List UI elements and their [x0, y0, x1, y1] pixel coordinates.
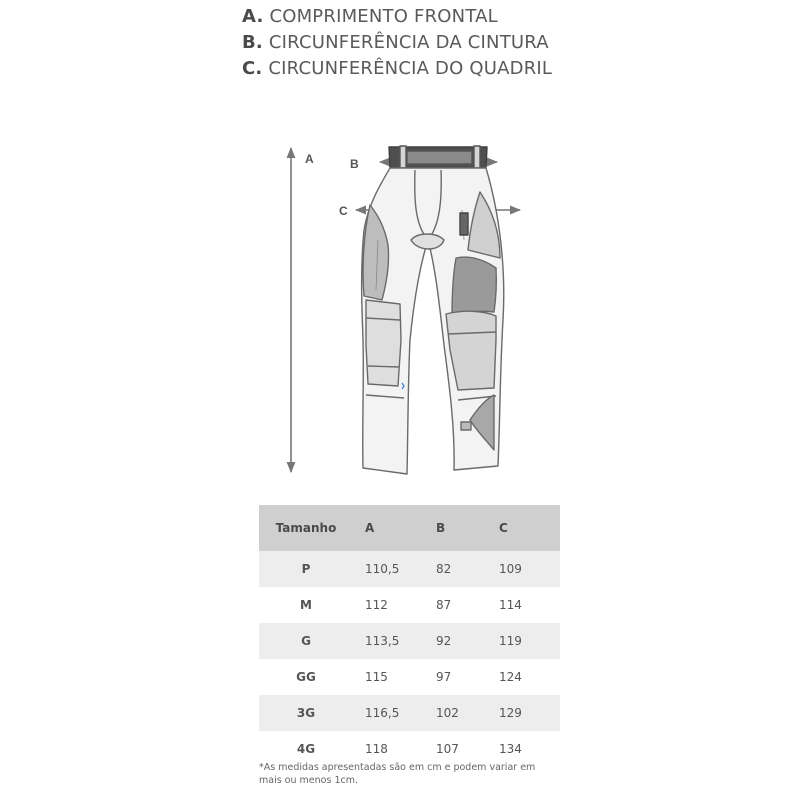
cell-c: 134 — [499, 742, 522, 756]
cell-size: G — [259, 623, 353, 659]
table-row — [259, 623, 560, 659]
label-a: A — [305, 152, 314, 166]
cell-b: 97 — [436, 670, 452, 684]
cell-size: 3G — [259, 695, 353, 731]
footnote — [259, 761, 559, 787]
table-row — [259, 695, 560, 731]
cell-c: 119 — [495, 623, 560, 659]
legend-b: B. CIRCUNFERÊNCIA DA CINTURA — [242, 32, 549, 53]
cell-size: 4G — [296, 742, 316, 756]
legend-c: C. CIRCUNFERÊNCIA DO QUADRIL — [242, 58, 553, 79]
footnote-line-2: mais ou menos 1cm. — [259, 775, 358, 786]
header-tamanho: Tamanho — [259, 505, 353, 551]
cell-a: 118 — [365, 742, 388, 756]
cell-a: 113,5 — [353, 623, 432, 659]
table-row — [259, 659, 560, 695]
table-row — [259, 587, 560, 623]
cell-a: 116,5 — [353, 695, 432, 731]
pants-illustration — [362, 146, 504, 474]
cell-size: GG — [296, 670, 316, 684]
size-table — [259, 505, 560, 767]
cell-size: M — [300, 598, 312, 612]
cell-a: 112 — [365, 598, 388, 612]
label-b: B — [350, 157, 359, 171]
table-header — [259, 505, 560, 551]
cell-c: 129 — [495, 695, 560, 731]
table-row — [259, 551, 560, 587]
cell-c: 109 — [495, 551, 560, 587]
cell-b: 102 — [432, 695, 495, 731]
legend-a: A. COMPRIMENTO FRONTAL — [242, 6, 498, 27]
cell-a: 115 — [365, 670, 388, 684]
cell-c: 114 — [499, 598, 522, 612]
cell-b: 107 — [436, 742, 459, 756]
cell-a: 110,5 — [353, 551, 432, 587]
header-a: A — [353, 505, 432, 551]
header-b: B — [432, 505, 495, 551]
cell-b: 87 — [436, 598, 452, 612]
cell-c: 124 — [499, 670, 522, 684]
header-c: C — [495, 505, 560, 551]
cell-b: 82 — [432, 551, 495, 587]
cell-size: P — [259, 551, 353, 587]
footnote-line-1: *As medidas apresentadas são em cm e podem variar em — [259, 762, 536, 773]
label-c: C — [339, 204, 348, 218]
cell-b: 92 — [432, 623, 495, 659]
